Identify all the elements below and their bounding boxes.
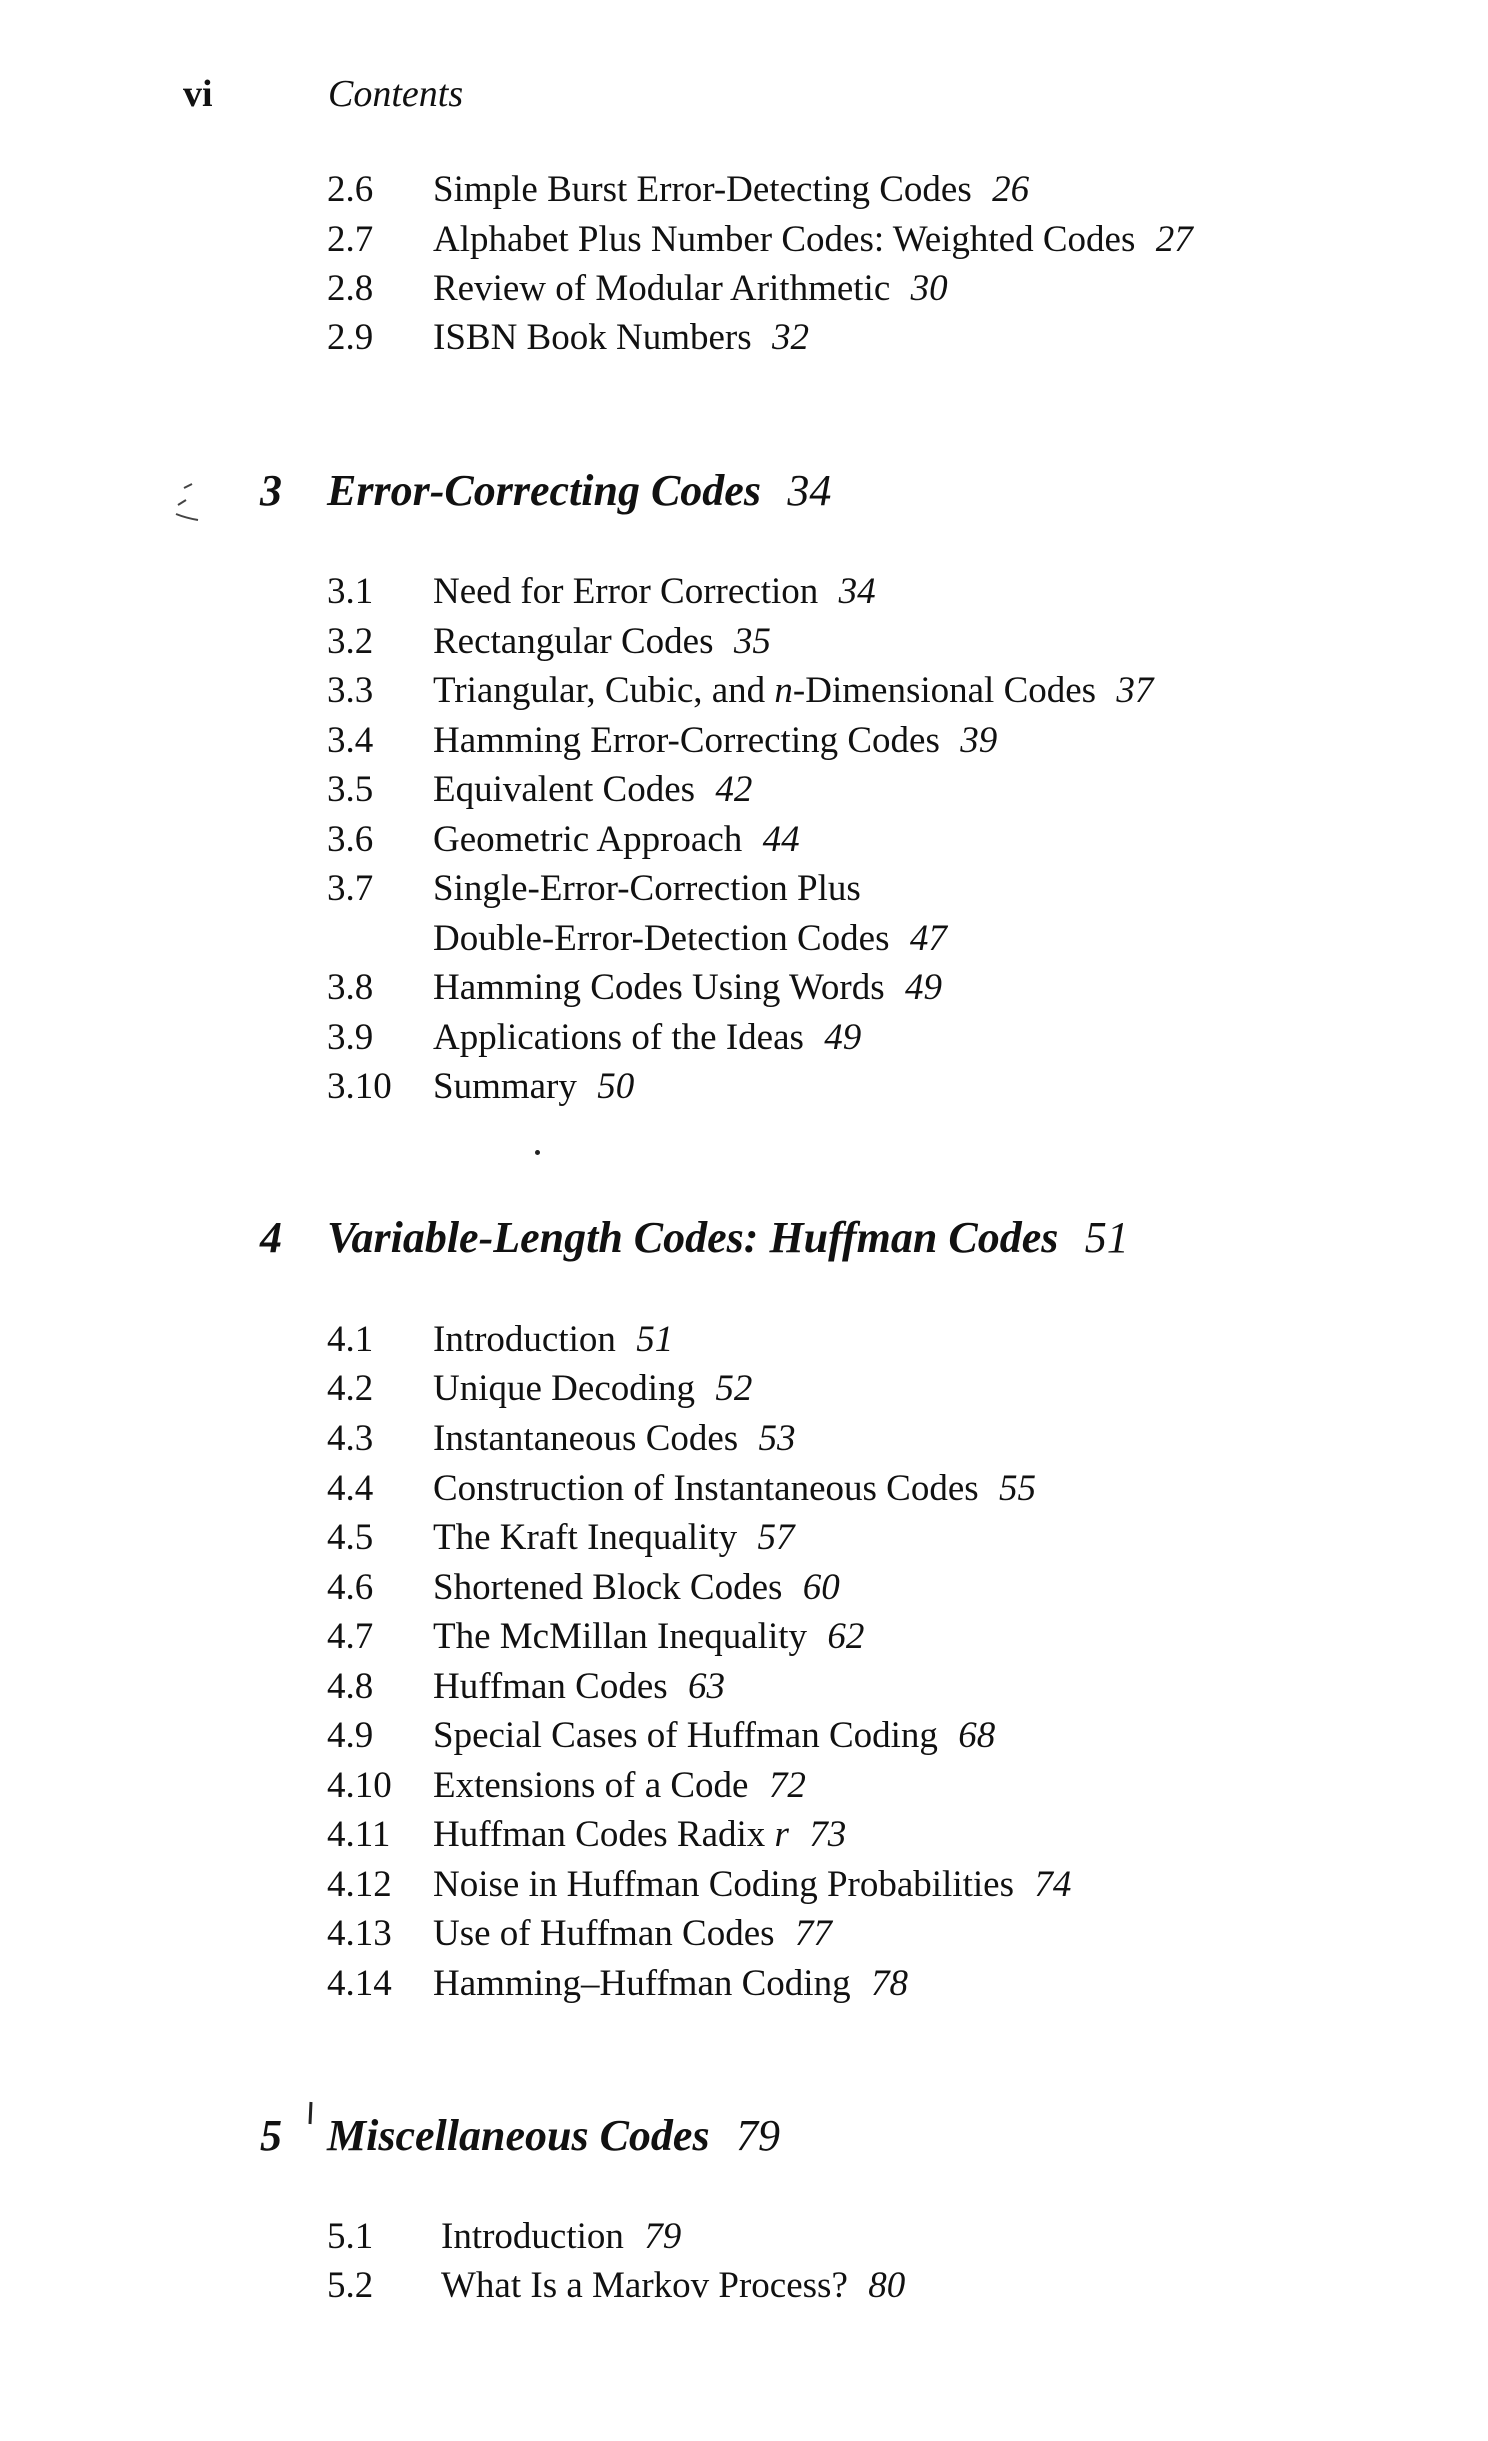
section-number: 3.7 — [327, 868, 374, 909]
section-number: 3.2 — [327, 621, 374, 662]
section-number: 4.9 — [327, 1715, 374, 1756]
chapter-title: Variable-Length Codes: Huffman Codes — [327, 1213, 1059, 1262]
section-number: 3.8 — [327, 967, 374, 1008]
page-number: 34 — [838, 571, 876, 612]
section-title: Shortened Block Codes — [433, 1567, 783, 1608]
section-title-variable: n — [774, 670, 793, 711]
section-title: The McMillan Inequality — [433, 1616, 808, 1657]
page-number: 52 — [715, 1368, 753, 1409]
section-number: 4.12 — [327, 1864, 392, 1905]
section-number: 5.1 — [327, 2216, 374, 2257]
page-number: 60 — [802, 1567, 840, 1608]
page-number: 62 — [827, 1616, 865, 1657]
chapter-page: 79 — [735, 2111, 780, 2160]
page-number: 55 — [999, 1468, 1037, 1509]
running-header — [183, 72, 463, 116]
section-title: Hamming–Huffman Coding — [433, 1963, 851, 2004]
page-number: 73 — [809, 1814, 847, 1855]
section-number: 4.8 — [327, 1666, 374, 1707]
chapter-title: Error-Correcting Codes — [327, 466, 761, 515]
section-number: 5.2 — [327, 2265, 374, 2306]
page-number: 49 — [905, 967, 942, 1008]
page-number: 49 — [824, 1017, 862, 1058]
section-number: 4.6 — [327, 1567, 374, 1608]
running-title: Contents — [328, 73, 464, 115]
section-title: Instantaneous Codes — [433, 1418, 739, 1459]
section-number: 3.5 — [327, 769, 374, 810]
page-number: 53 — [758, 1418, 796, 1459]
page-number: 44 — [762, 819, 800, 860]
chapter-title: Miscellaneous Codes — [327, 2111, 710, 2160]
section-number: 2.9 — [327, 317, 374, 358]
section-title-post: -Dimensional Codes — [792, 670, 1097, 711]
section-title: Hamming Codes Using Words — [433, 967, 885, 1008]
section-number: 3.3 — [327, 670, 374, 711]
chapter-number: 3 — [260, 466, 282, 515]
section-number: 4.10 — [327, 1765, 392, 1806]
section-title: Special Cases of Huffman Coding — [433, 1715, 938, 1756]
section-title: Geometric Approach — [433, 819, 743, 860]
section-title: Simple Burst Error-Detecting Codes — [433, 169, 972, 210]
section-title-continued: Double-Error-Detection Codes — [433, 918, 890, 959]
section-number: 3.1 — [327, 571, 374, 612]
section-number: 3.4 — [327, 720, 374, 761]
chapter-number: 5 — [260, 2111, 282, 2160]
section-title: Use of Huffman Codes — [433, 1913, 775, 1954]
section-title-pre: Triangular, Cubic, and — [433, 670, 775, 711]
section-title: Huffman Codes — [433, 1666, 668, 1707]
page-number: 51 — [636, 1319, 674, 1360]
page-number: 57 — [757, 1517, 795, 1558]
section-number: 2.6 — [327, 169, 374, 210]
section-title: Need for Error Correction — [433, 571, 819, 612]
page-number: 32 — [771, 317, 809, 358]
section-title: Single-Error-Correction Plus — [433, 868, 861, 909]
page-number: 72 — [768, 1765, 806, 1806]
page-number: 63 — [688, 1666, 725, 1707]
section-number: 3.10 — [327, 1066, 392, 1107]
section-number: 3.9 — [327, 1017, 374, 1058]
section-number: 4.7 — [327, 1616, 374, 1657]
section-number: 4.3 — [327, 1418, 374, 1459]
page-number: 68 — [958, 1715, 996, 1756]
page-number: 77 — [794, 1913, 832, 1954]
section-title: Applications of the Ideas — [433, 1017, 804, 1058]
page-number: 50 — [597, 1066, 635, 1107]
page-folio: vi — [183, 73, 213, 115]
section-number: 3.6 — [327, 819, 374, 860]
chapter-page: 51 — [1084, 1213, 1129, 1262]
section-title: Alphabet Plus Number Codes: Weighted Codes — [433, 219, 1136, 260]
pencil-tick-icon — [305, 2100, 317, 2128]
section-number: 4.4 — [327, 1468, 374, 1509]
page-number: 39 — [960, 720, 998, 761]
chapter-page: 34 — [787, 466, 832, 515]
section-title: Noise in Huffman Coding Probabilities — [433, 1864, 1014, 1905]
section-title-variable: r — [774, 1814, 789, 1855]
section-number: 4.14 — [327, 1963, 392, 2004]
section-number: 4.5 — [327, 1517, 374, 1558]
section-title: Introduction — [433, 1319, 616, 1360]
page-number: 78 — [870, 1963, 908, 2004]
page-number: 26 — [992, 169, 1030, 210]
section-number: 2.8 — [327, 268, 374, 309]
page-number: 79 — [644, 2216, 682, 2257]
section-title: Hamming Error-Correcting Codes — [433, 720, 940, 761]
section-title: The Kraft Inequality — [433, 1517, 738, 1558]
chapter-number: 4 — [260, 1213, 282, 1262]
section-title: Equivalent Codes — [433, 769, 696, 810]
page-number: 80 — [868, 2265, 906, 2306]
section-title: Rectangular Codes — [433, 621, 714, 662]
section-title: ISBN Book Numbers — [433, 317, 752, 358]
section-title: Review of Modular Arithmetic — [433, 268, 891, 309]
page-number: 37 — [1116, 670, 1154, 711]
section-title: Extensions of a Code — [433, 1765, 749, 1806]
page-number: 27 — [1155, 219, 1193, 260]
page-number: 47 — [909, 918, 947, 959]
page-number: 42 — [715, 769, 753, 810]
section-title: Construction of Instantaneous Codes — [433, 1468, 979, 1509]
section-title-pre: Huffman Codes Radix — [433, 1814, 775, 1855]
section-number: 4.1 — [327, 1319, 374, 1360]
section-number: 4.13 — [327, 1913, 392, 1954]
page-number: 35 — [733, 621, 771, 662]
section-number: 4.2 — [327, 1368, 374, 1409]
section-title: Introduction — [441, 2216, 624, 2257]
stray-dot — [535, 1150, 540, 1155]
pencil-mark-icon — [172, 478, 212, 528]
page-number: 30 — [910, 268, 948, 309]
section-number: 4.11 — [327, 1814, 391, 1855]
section-title: What Is a Markov Process? — [441, 2265, 848, 2306]
section-title: Unique Decoding — [433, 1368, 696, 1409]
section-number: 2.7 — [327, 219, 374, 260]
page-number: 74 — [1034, 1864, 1072, 1905]
section-title: Summary — [433, 1066, 577, 1107]
